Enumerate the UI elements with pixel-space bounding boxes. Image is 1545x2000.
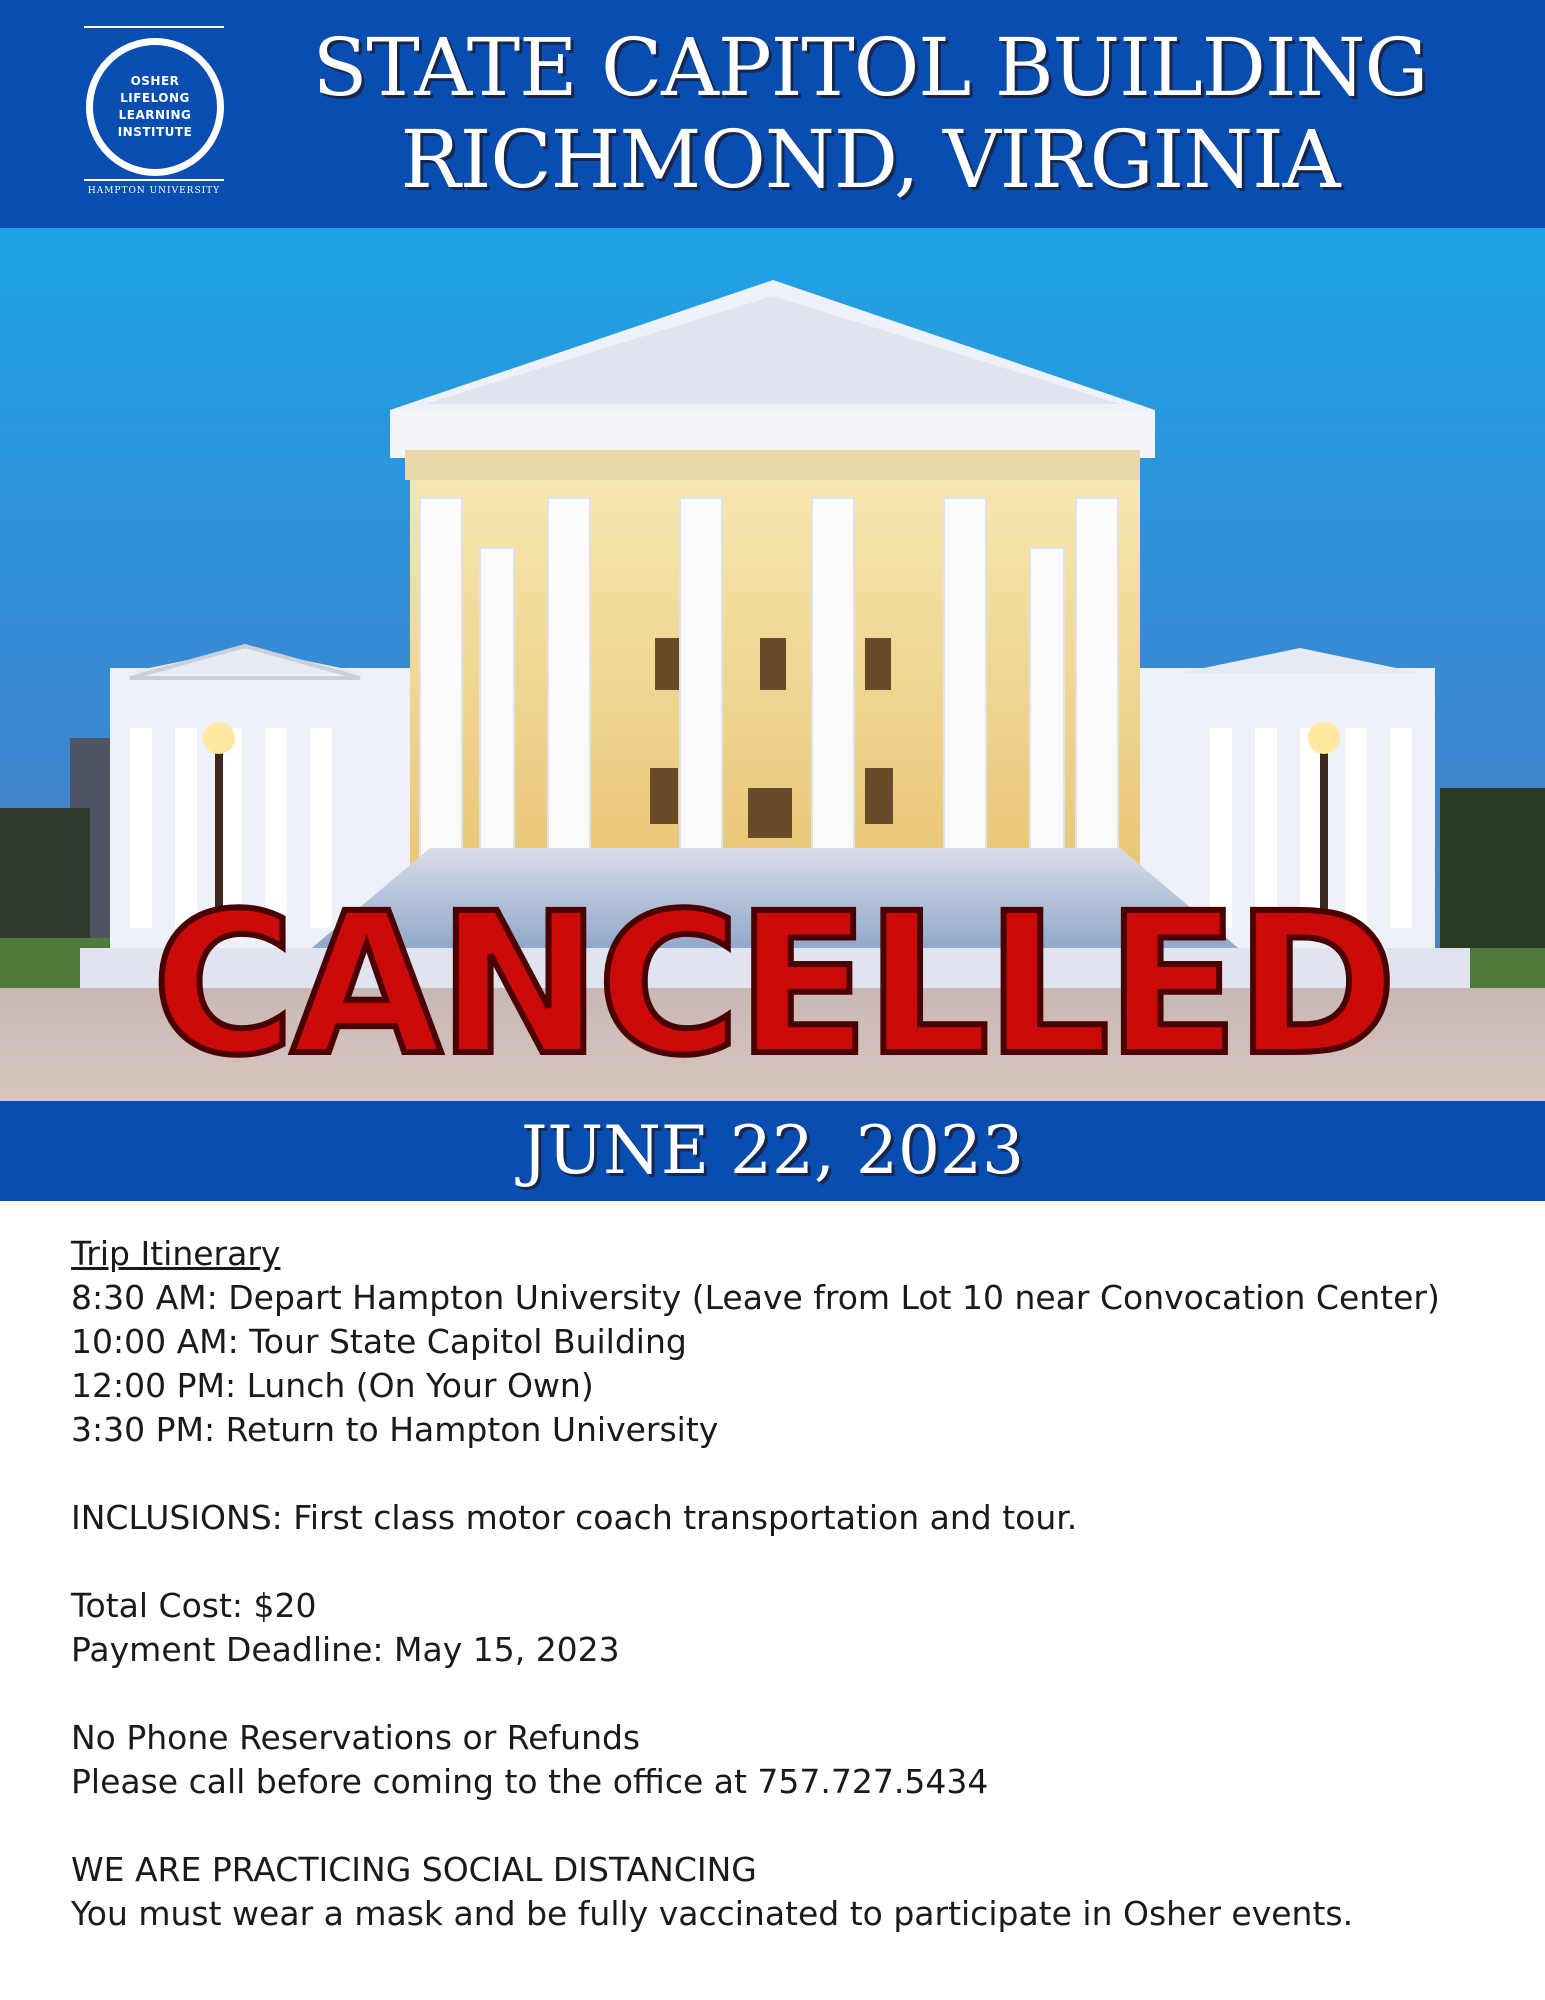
logo-rule-bottom xyxy=(84,179,224,181)
office-phone: Please call before coming to the office at 757.727.5434 xyxy=(71,1762,989,1801)
header-bar xyxy=(0,0,1545,228)
spacer xyxy=(71,1452,1491,1496)
mask-requirement: You must wear a mask and be fully vaccinated to participate in Osher events. xyxy=(71,1894,1354,1933)
logo-university: HAMPTON UNIVERSITY xyxy=(87,186,221,196)
refund-policy: No Phone Reservations or Refunds xyxy=(71,1718,641,1757)
logo-line-1: OSHER xyxy=(130,74,180,88)
event-date: JUNE 22, 2023 xyxy=(521,1112,1024,1189)
spacer xyxy=(71,1540,1491,1584)
itinerary-item: 3:30 PM: Return to Hampton University xyxy=(71,1410,719,1449)
logo-rule-top xyxy=(84,26,224,28)
title-line-2: RICHMOND, VIRGINIA xyxy=(400,113,1340,206)
itinerary-item: 12:00 PM: Lunch (On Your Own) xyxy=(71,1366,594,1405)
payment-deadline: Payment Deadline: May 15, 2023 xyxy=(71,1630,620,1669)
total-cost: Total Cost: $20 xyxy=(71,1586,317,1625)
itinerary-heading: Trip Itinerary xyxy=(71,1234,281,1273)
date-bar xyxy=(0,1101,1545,1201)
logo-ring xyxy=(86,38,224,176)
itinerary-item: 8:30 AM: Depart Hampton University (Leave from Lot 10 near Convocation Center) xyxy=(71,1278,1440,1317)
logo-line-3: LEARNING xyxy=(118,108,192,122)
cancelled-stamp: CANCELLED xyxy=(151,871,1394,1098)
spacer xyxy=(71,1804,1491,1848)
spacer xyxy=(71,1672,1491,1716)
inclusions: INCLUSIONS: First class motor coach transportation and tour. xyxy=(71,1498,1078,1537)
distancing-heading: WE ARE PRACTICING SOCIAL DISTANCING xyxy=(71,1850,757,1889)
title-line-1: STATE CAPITOL BUILDING xyxy=(312,21,1428,114)
logo-line-2: LIFELONG xyxy=(120,91,190,105)
trip-details xyxy=(71,1232,1491,1936)
itinerary-item: 10:00 AM: Tour State Capitol Building xyxy=(71,1322,687,1361)
osher-logo xyxy=(84,26,224,198)
page-title xyxy=(260,22,1480,206)
logo-line-4: INSTITUTE xyxy=(117,125,193,139)
